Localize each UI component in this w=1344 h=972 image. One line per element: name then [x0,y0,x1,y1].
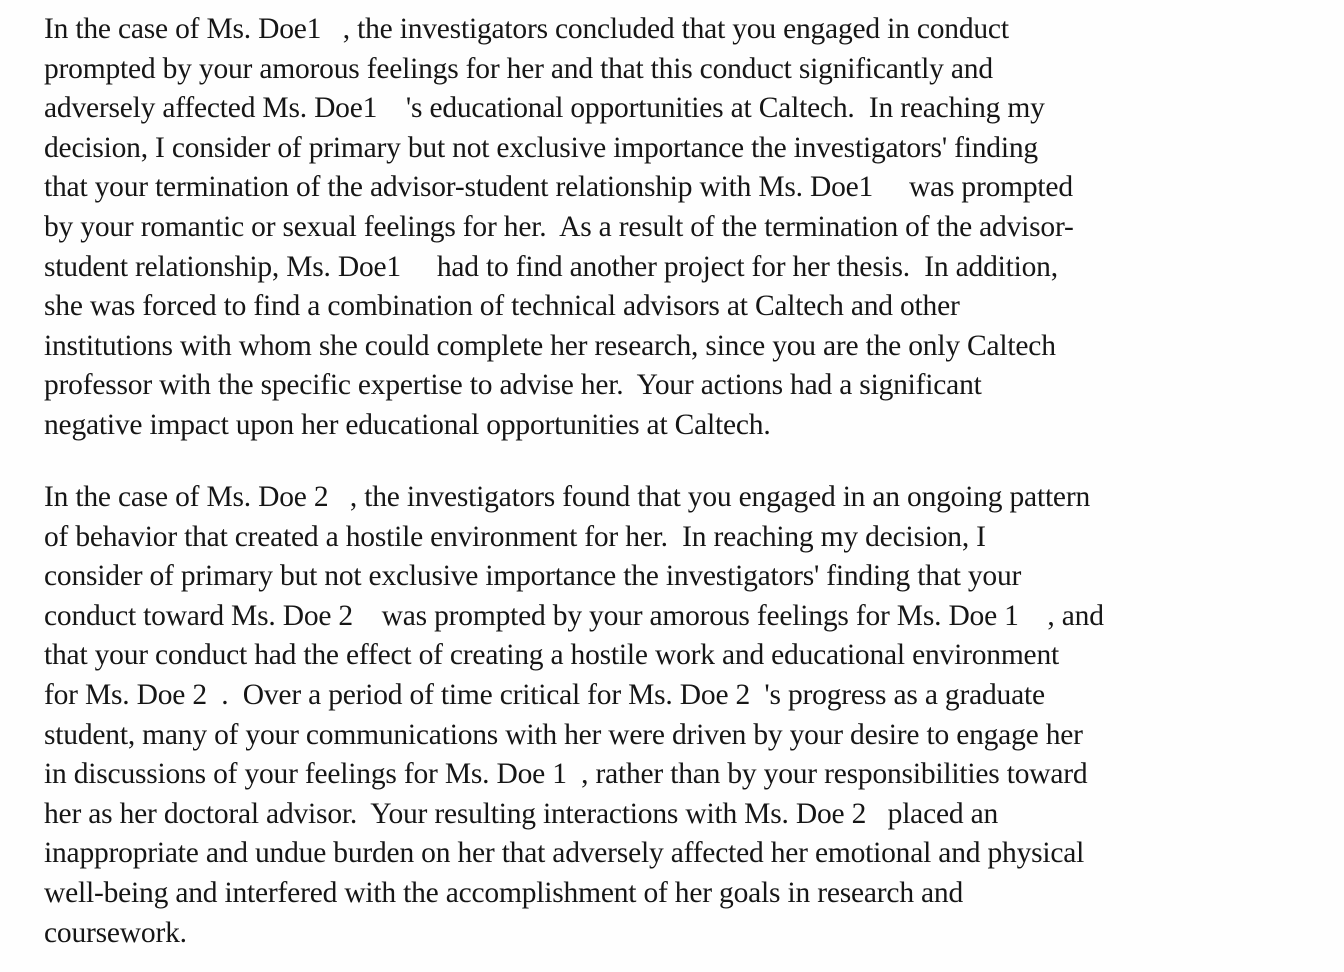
text-line: decision, I consider of primary but not exclusive importance the investigators' finding [44,131,1038,164]
text-line: coursework. [44,916,187,949]
text-line: adversely affected Ms. Doe1 's educational opportunities at Caltech. In reaching my [44,92,1045,125]
text-line: that your conduct had the effect of creating a hostile work and educational environment [44,639,1059,672]
text-line: by your romantic or sexual feelings for her. As a result of the termination of the advisor- [44,210,1074,243]
text-line: her as her doctoral advisor. Your resulting interactions with Ms. Doe 2 placed an [44,797,999,830]
text-line: in discussions of your feelings for Ms. Doe 1 , rather than by your responsibilities toward [44,758,1088,791]
text-line: inappropriate and undue burden on her that adversely affected her emotional and physical [44,837,1085,870]
text-line: for Ms. Doe 2 . Over a period of time critical for Ms. Doe 2 's progress as a graduate [44,678,1045,711]
paragraph-doe1 [44,10,1074,446]
text-line: she was forced to find a combination of technical advisors at Caltech and other [44,290,960,323]
text-line: that your termination of the advisor-student relationship with Ms. Doe1 was prompted [44,171,1073,204]
text-line: In the case of Ms. Doe 2 , the investigators found that you engaged in an ongoing pattern [44,481,1091,513]
text-line: conduct toward Ms. Doe 2 was prompted by your amorous feelings for Ms. Doe 1 , and [44,599,1104,632]
text-line: In the case of Ms. Doe1 , the investigators concluded that you engaged in conduct [44,13,1009,45]
text-line: professor with the specific expertise to advise her. Your actions had a significant [44,369,982,402]
text-line: of behavior that created a hostile environment for her. In reaching my decision, I [44,520,986,553]
text-line: consider of primary but not exclusive importance the investigators' finding that your [44,560,1022,593]
text-line: student, many of your communications with her were driven by your desire to engage her [44,718,1083,751]
text-line: student relationship, Ms. Doe1 had to find another project for her thesis. In addition, [44,250,1058,283]
text-line: prompted by your amorous feelings for her and that this conduct significantly and [44,52,993,85]
text-line: negative impact upon her educational opportunities at Caltech. [44,408,771,441]
text-line: well-being and interfered with the accomplishment of her goals in research and [44,876,964,909]
paragraph-doe2 [44,478,1104,953]
text-line: institutions with whom she could complete her research, since you are the only Caltech [44,329,1056,362]
